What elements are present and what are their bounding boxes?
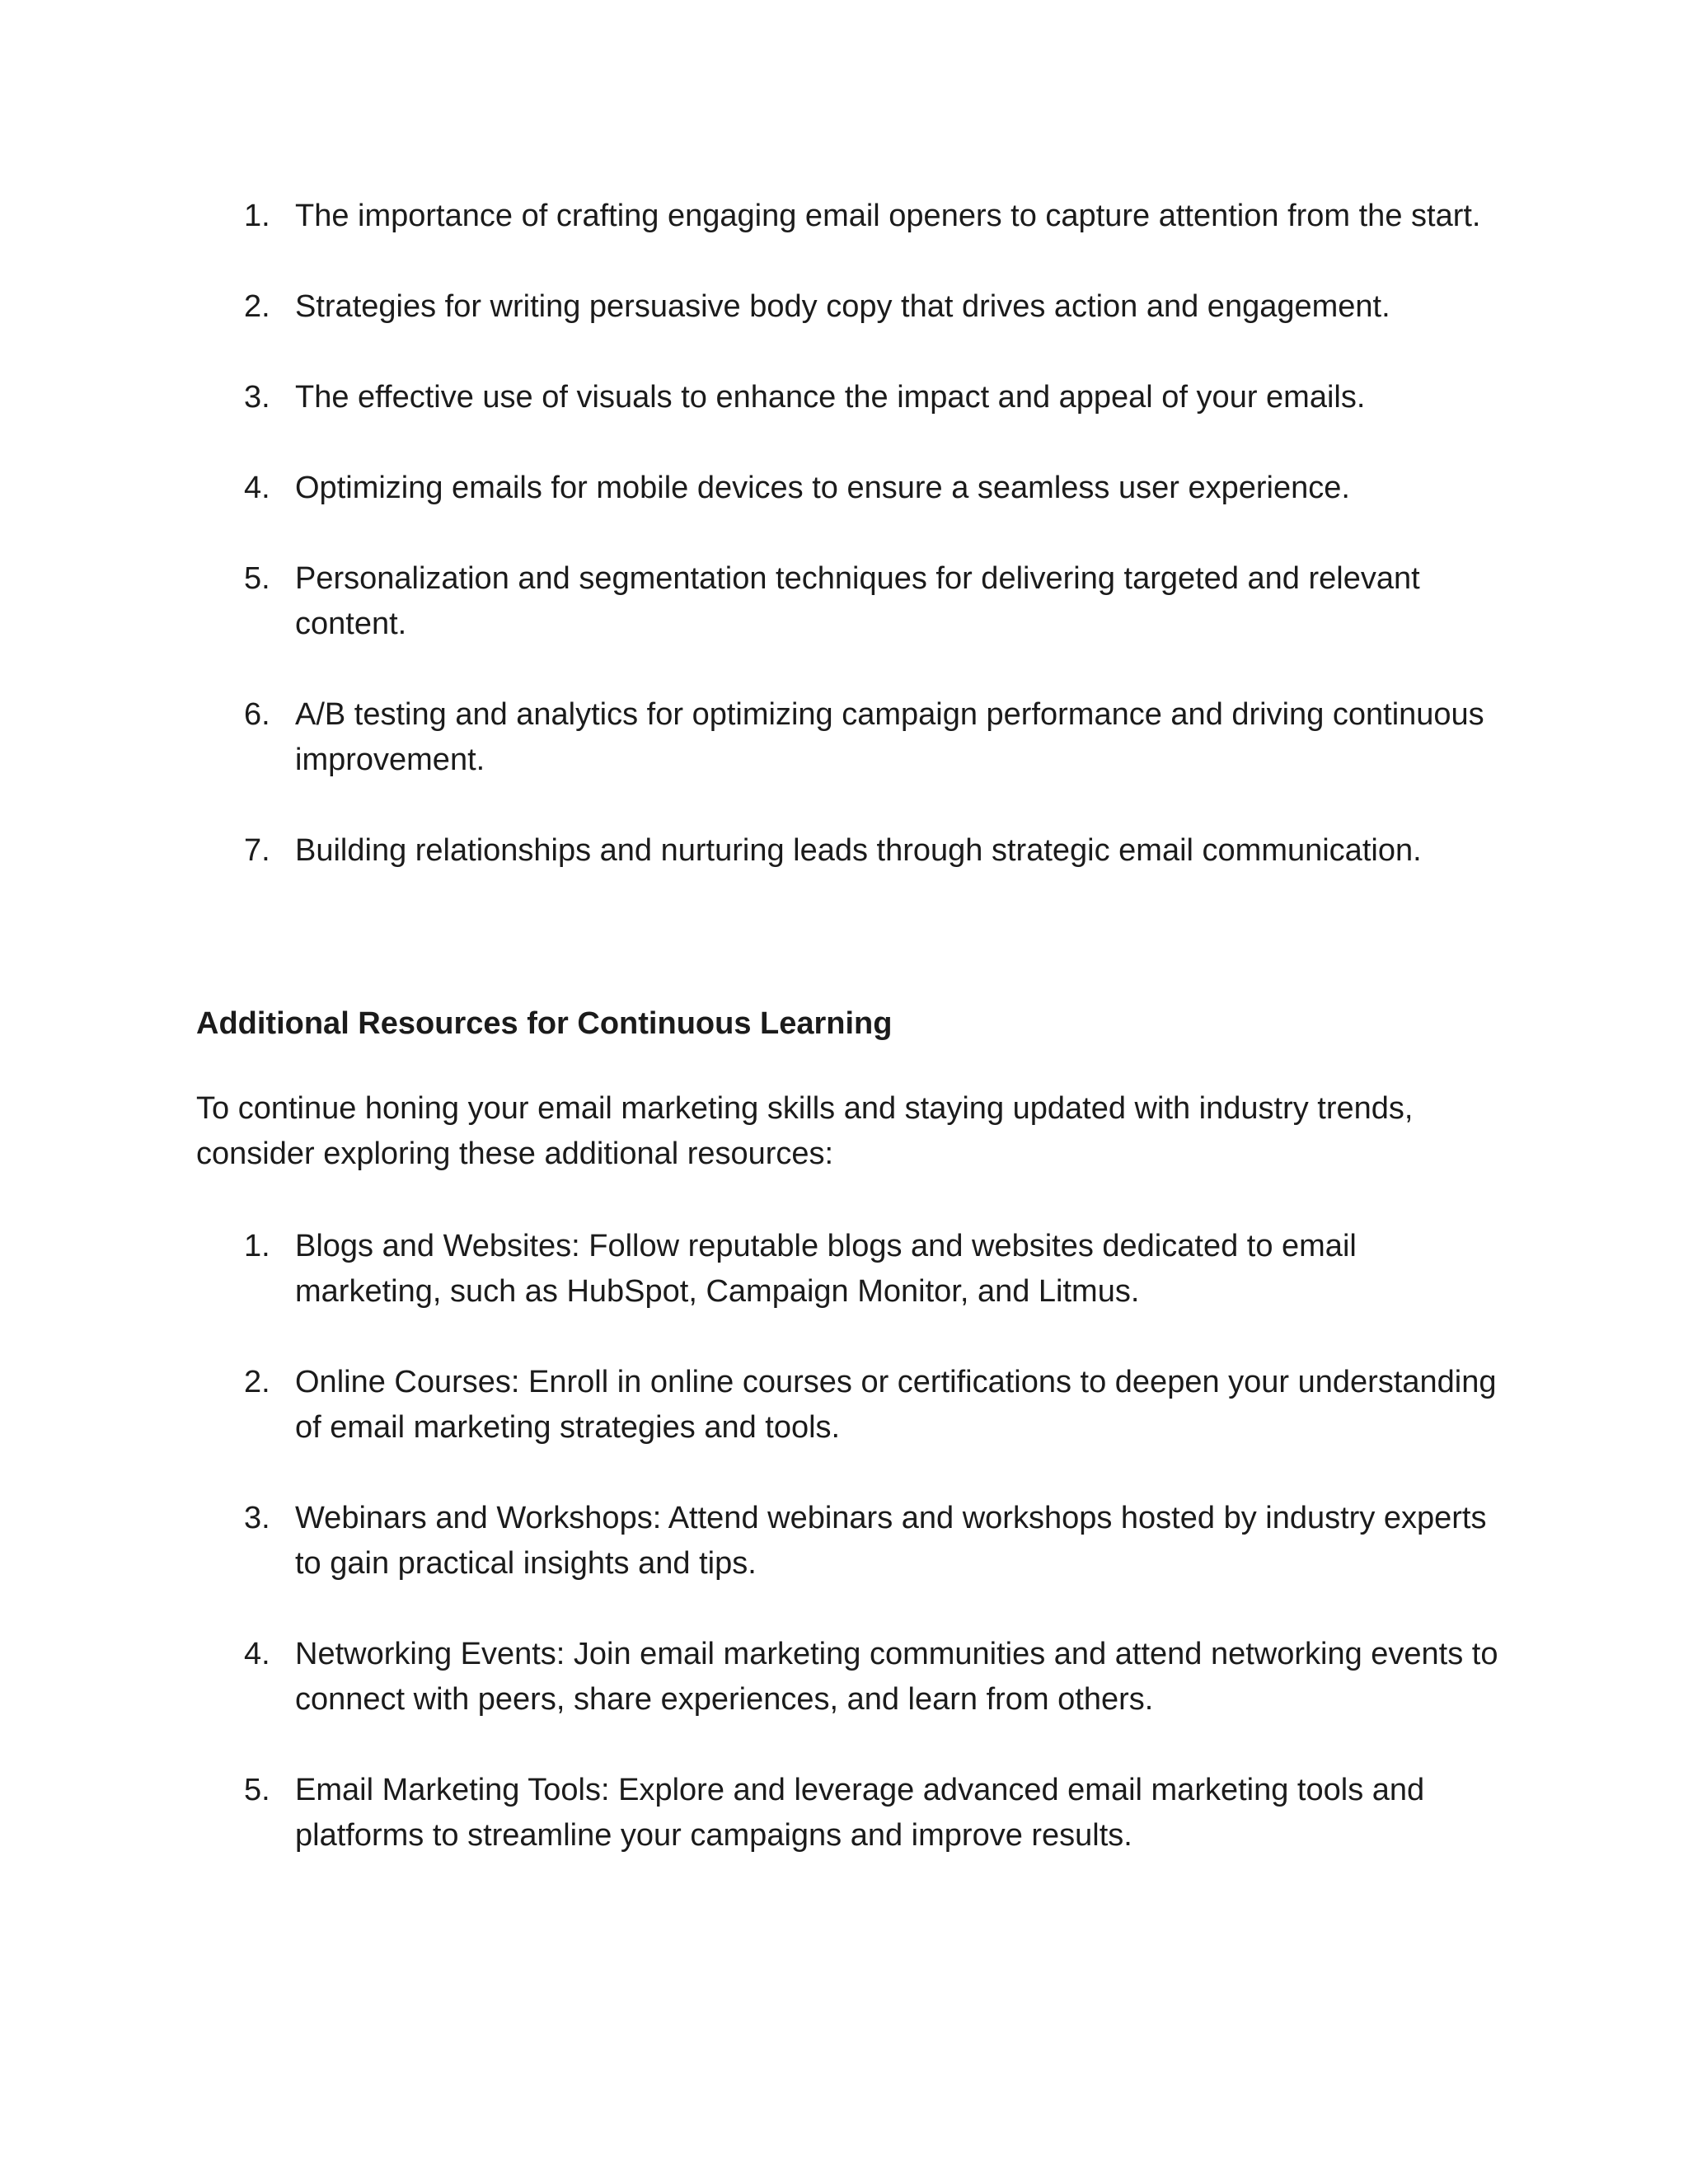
list-number: 3. xyxy=(244,380,270,415)
list-item xyxy=(196,556,1498,647)
list-item-text: The importance of crafting engaging email openers to capture attention from the start. xyxy=(295,199,1481,233)
list-item xyxy=(196,1496,1498,1586)
list-number: 1. xyxy=(244,1229,270,1263)
list-number: 3. xyxy=(244,1501,270,1535)
list-item-text: Optimizing emails for mobile devices to ensure a seamless user experience. xyxy=(295,471,1350,505)
list-item xyxy=(196,194,1498,239)
list-item-text: The effective use of visuals to enhance the impact and appeal of your emails. xyxy=(295,380,1366,415)
list-item xyxy=(196,692,1498,783)
list-item-text: Strategies for writing persuasive body copy that drives action and engagement. xyxy=(295,289,1390,324)
list-number: 6. xyxy=(244,697,270,732)
list-item xyxy=(196,466,1498,511)
list-item xyxy=(196,284,1498,330)
list-number: 7. xyxy=(244,833,270,868)
list-item-text: Email Marketing Tools: Explore and leverage advanced email marketing tools and platforms to streamline your campaigns and improve results. xyxy=(295,1773,1425,1853)
section-heading: Additional Resources for Continuous Learning xyxy=(196,1006,893,1041)
list-item-text: Networking Events: Join email marketing communities and attend networking events to connect with peers, share experiences, and learn from others. xyxy=(295,1637,1498,1717)
list-item xyxy=(196,1632,1498,1722)
list-number: 4. xyxy=(244,1637,270,1671)
list-number: 2. xyxy=(244,1365,270,1399)
list-number: 2. xyxy=(244,289,270,324)
list-item-text: A/B testing and analytics for optimizing campaign performance and driving continuous improvement. xyxy=(295,697,1484,777)
list-item-text: Online Courses: Enroll in online courses or certifications to deepen your understanding of email marketing strategies and tools. xyxy=(295,1365,1497,1445)
section-intro: To continue honing your email marketing skills and staying updated with industry trends, consider exploring these additional resources: xyxy=(196,1091,1414,1171)
list-item xyxy=(196,1224,1498,1315)
resources-list xyxy=(196,1224,1498,1858)
list-item xyxy=(196,1360,1498,1451)
list-item xyxy=(196,375,1498,420)
list-number: 4. xyxy=(244,471,270,505)
list-item-text: Webinars and Workshops: Attend webinars and workshops hosted by industry experts to gain practical insights and tips. xyxy=(295,1501,1487,1581)
list-number: 5. xyxy=(244,1773,270,1807)
list-item xyxy=(196,828,1498,874)
list-item-text: Personalization and segmentation techniques for delivering targeted and relevant content. xyxy=(295,561,1420,641)
list-item-text: Building relationships and nurturing leads through strategic email communication. xyxy=(295,833,1422,868)
list-number: 5. xyxy=(244,561,270,596)
list-item-text: Blogs and Websites: Follow reputable blogs and websites dedicated to email marketing, such as HubSpot, Campaign Monitor, and Litmus. xyxy=(295,1229,1357,1309)
list-item xyxy=(196,1768,1498,1858)
list-number: 1. xyxy=(244,199,270,233)
topics-list xyxy=(196,194,1498,874)
